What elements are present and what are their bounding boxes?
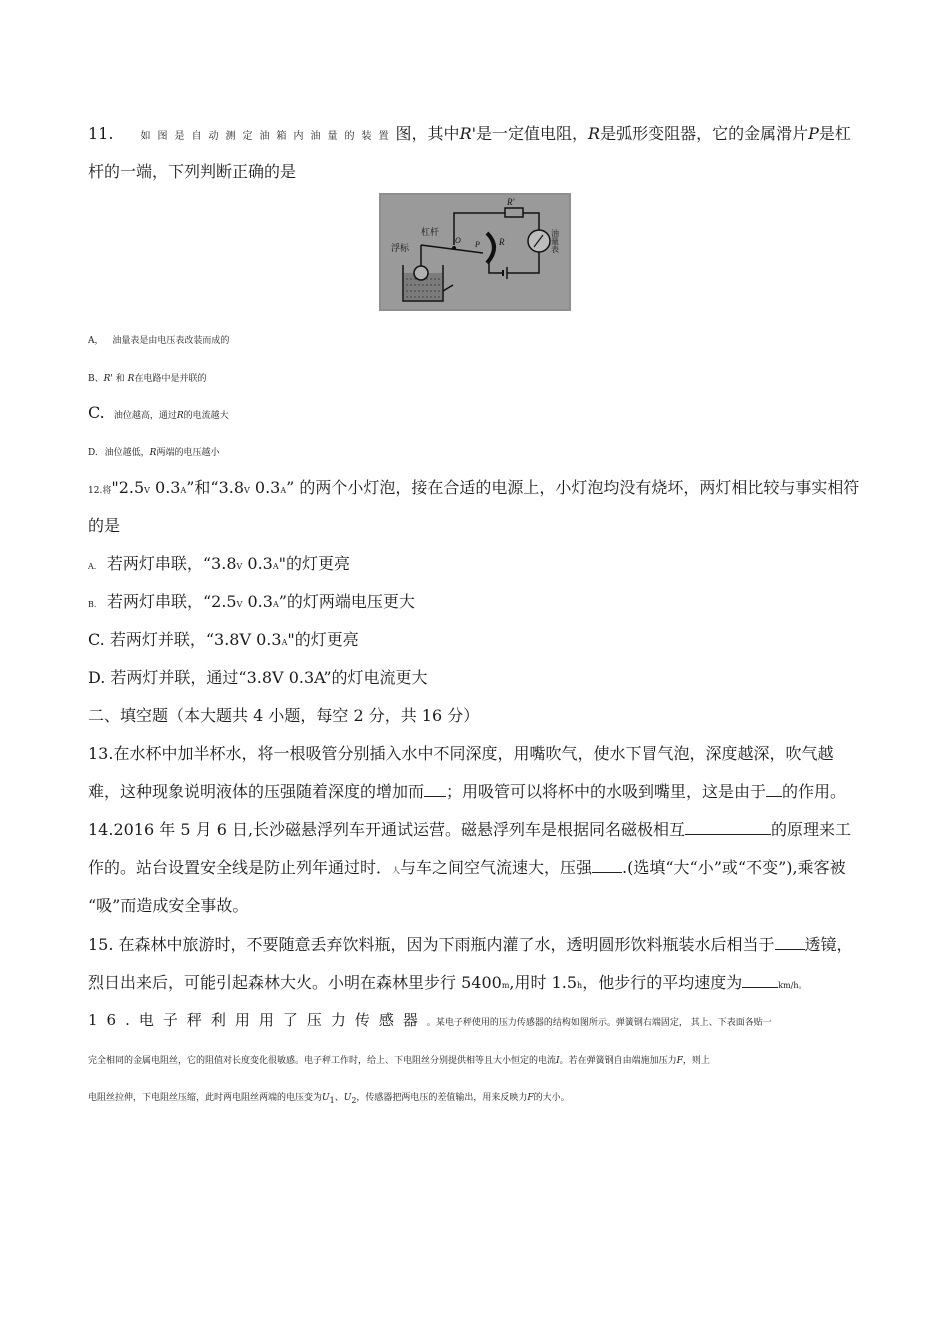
- q11-option-a-text: 油量表是由电压表改装而成的: [112, 336, 230, 346]
- fig-label-meter: 油量表: [550, 229, 560, 253]
- q15-line1-a: 15. 在森林中旅游时，不要随意丢弃饮料瓶，因为下雨瓶内灌了水，透明圆形饮料瓶装水后相当于: [88, 935, 775, 954]
- fig-label-r: R: [499, 237, 505, 247]
- q15-line1: [88, 935, 853, 955]
- q11-r-prime: R': [459, 124, 477, 143]
- fig-label-r-prime: R': [507, 197, 515, 207]
- q11-lead-a: 图，其中: [395, 124, 460, 143]
- q14-line1-a: 14.2016 年 5 月 6 日,长沙磁悬浮列车开通试运营。磁悬浮列车是根据同名磁极相互: [88, 820, 686, 839]
- q16-line3-a: 电阻丝拉伸，下电阻丝压缩，此时两电阻丝两端的电压变为: [88, 1093, 323, 1103]
- q11-option-b-mid: 和: [115, 374, 125, 384]
- q12-line1: [88, 478, 859, 501]
- q12-option-b-text1: 若两灯串联，“2.5: [106, 592, 237, 611]
- q11-option-a-label: A，: [88, 336, 104, 346]
- oil-gauge-diagram: [379, 193, 571, 311]
- q15-line2-a: 烈日出来后，可能引起森林大火。小明在森林里步行 5400: [88, 973, 502, 992]
- q14-line1-b: 的原理来工: [771, 820, 852, 839]
- q16-line3-u2: U: [343, 1093, 352, 1103]
- q12-option-c: [88, 630, 359, 653]
- q16-line1: [88, 1010, 772, 1033]
- q13-line2-a: 难，这种现象说明液体的压强随着深度的增加而: [88, 782, 425, 801]
- fig-label-lever: 杠杆: [421, 228, 440, 238]
- q12-a1: A: [180, 486, 187, 495]
- q16-line3-f: F: [527, 1093, 534, 1103]
- q11-option-b-text: 在电路中是并联的: [134, 374, 207, 384]
- q11-line2: 杆的一端，下列判断正确的是: [88, 162, 297, 181]
- q11-number: 11.: [88, 124, 114, 143]
- q16-line3-sep: 、: [334, 1093, 344, 1103]
- q11-option-b: [88, 369, 206, 389]
- q12-option-a-label: A．: [88, 562, 102, 571]
- q13-blank-1[interactable]: [424, 782, 446, 797]
- q11-option-c: [88, 403, 229, 426]
- q13-line1: 13.在水杯中加半杯水，将一根吸管分别插入水中不同深度，用嘴吹气，使水下冒气泡，深度越深，吹气越: [88, 744, 834, 763]
- q14-line2-b: 与车之间空气流速大，压强: [400, 858, 593, 877]
- q14-line2-small: 人: [392, 866, 401, 875]
- q16-line3-sub2: 2: [351, 1095, 357, 1105]
- section2-title: 二、填空题（本大题共 4 小题，每空 2 分，共 16 分）: [88, 706, 480, 725]
- q12-option-a-text2: 0.3: [242, 554, 273, 573]
- q15-line2-b: ,用时 1.5: [509, 973, 578, 992]
- q12-line2: 的是: [88, 516, 121, 535]
- q16-line2: [88, 1051, 710, 1071]
- q12-option-c-text: C. 若两灯并联，“3.8V 0.3: [88, 630, 282, 649]
- q16-line2-text: 完全相同的金属电阻丝，它的阻值对长度变化很敏感。电子秤工作时，给上、下电阻丝分别提供相等且大小恒定的电流: [88, 1056, 557, 1066]
- q13-line2: [88, 782, 846, 802]
- q16-lead: 16.电子秤利用用了压力传感器: [88, 1011, 427, 1029]
- q12-v1: V: [144, 486, 150, 495]
- q14-line2-c: .(选填“大“小”或“不变”),乘客被: [622, 858, 846, 877]
- q14-blank-1[interactable]: [685, 820, 771, 835]
- q11-option-d: [88, 443, 219, 463]
- q12-v2: V: [244, 486, 250, 495]
- q12-option-a-text3: "的灯更亮: [278, 554, 350, 573]
- fig-label-float: 浮标: [391, 244, 410, 254]
- q16-line3-u1: U: [322, 1093, 330, 1103]
- q12-option-d: D. 若两灯并联，通过“3.8V 0.3A”的灯电流更大: [88, 668, 428, 687]
- q11-option-d-r: R: [149, 448, 157, 458]
- q12-part3: ”和“3.8: [186, 478, 245, 497]
- q15-line2: [88, 973, 806, 996]
- fig-label-o: O: [455, 236, 461, 245]
- q16-line2-rest: 。若在弹簧钢自由端施加压力: [559, 1056, 677, 1066]
- fig-label-p: P: [475, 240, 480, 249]
- q16-line2-end: ，则上: [682, 1056, 710, 1066]
- q16-line2-f: F: [676, 1056, 683, 1066]
- q11-lead-d: 是杠: [818, 124, 851, 143]
- q15-line2-m: m: [501, 981, 510, 990]
- q11-option-c-post: 的电流越大: [183, 411, 229, 421]
- q14-line2: [88, 858, 846, 881]
- q11-option-a: [88, 331, 229, 351]
- q15-blank-2[interactable]: [742, 973, 778, 988]
- q14-line3: “吸”而造成安全事故。: [88, 896, 249, 915]
- q16-line3-c: 的大小。: [533, 1093, 570, 1103]
- q11-option-b-r1: R': [103, 374, 113, 384]
- q11-option-b-label: B、: [88, 374, 104, 384]
- q11-line1: [88, 124, 851, 147]
- q12-option-b-a: A: [272, 600, 279, 609]
- q16-line2-i: I: [556, 1056, 560, 1066]
- q14-line2-a: 作的。站台设置安全线是防止列年通过时．: [88, 858, 393, 877]
- q11-option-c-label: C.: [88, 403, 105, 422]
- q12-part1: "2.5: [111, 478, 145, 497]
- q12-option-b-text3: ”的灯两端电压更大: [278, 592, 415, 611]
- q12-option-a-text1: 若两灯串联，“3.8: [106, 554, 237, 573]
- q12-option-a: [88, 554, 350, 577]
- q11-lead-b: 是一定值电阻，: [476, 124, 589, 143]
- q11-r: R: [588, 124, 601, 143]
- q12-part4: 0.3: [249, 478, 281, 497]
- q15-line2-unit: km/h: [778, 981, 799, 990]
- q12-option-a-a: A: [272, 562, 279, 571]
- q13-blank-2[interactable]: [766, 782, 782, 797]
- q15-line1-b: 透镜，: [804, 935, 853, 954]
- q12-option-a-v: V: [236, 562, 243, 571]
- q11-lead-c: 是弧形变阻器，它的金属滑片: [600, 124, 809, 143]
- q11-option-d-label: D.: [88, 448, 98, 458]
- q12-option-b-text2: 0.3: [242, 592, 273, 611]
- q11-option-d-post: 两端的电压越小: [156, 448, 220, 458]
- q16-line3-b: ，传感器把两电压的差值输出，用来反映力: [356, 1093, 528, 1103]
- q13-line2-c: 的作用。: [782, 782, 847, 801]
- q11-lead-small: 如图是自动测定油箱内油量的装置: [140, 131, 396, 142]
- q12-option-b-v: V: [236, 600, 243, 609]
- q16-line3-sub1: 1: [329, 1095, 335, 1105]
- q16-line1-rest: 。某电子秤使用的压力传感器的结构如图所示。弹簧钢右端固定， 其上、下表面各贴一: [426, 1018, 772, 1028]
- q15-blank-1[interactable]: [775, 935, 805, 950]
- q14-blank-2[interactable]: [592, 858, 622, 873]
- q15-line2-c: ，他步行的平均速度为: [582, 973, 743, 992]
- q12-a2: A: [280, 486, 287, 495]
- q12-option-c-a: A: [281, 638, 288, 647]
- q14-line1: [88, 820, 851, 840]
- q12-part5: ” 的两个小灯泡，接在合适的电源上，小灯泡均没有烧坏，两灯相比较与事实相符: [286, 478, 860, 497]
- q15-line2-h: h: [577, 981, 583, 990]
- q12-number: 12.将: [88, 486, 112, 496]
- q16-line3: [88, 1088, 570, 1111]
- q11-option-c-r: R: [176, 411, 184, 421]
- q12-part2: 0.3: [149, 478, 181, 497]
- q11-option-d-pre: 油位越低，: [104, 448, 150, 458]
- q12-option-c-text2: "的灯更亮: [287, 630, 359, 649]
- q11-p: P: [808, 124, 819, 143]
- q15-line2-end: 。: [798, 981, 807, 990]
- q11-option-c-pre: 油位越高，通过: [113, 411, 177, 421]
- q12-option-b: [88, 592, 415, 615]
- oil-gauge-figure: [379, 193, 571, 311]
- q11-option-b-r2: R: [127, 374, 135, 384]
- q13-line2-b: ；用吸管可以将杯中的水吸到嘴里，这是由于: [446, 782, 767, 801]
- q12-option-b-label: B．: [88, 600, 102, 609]
